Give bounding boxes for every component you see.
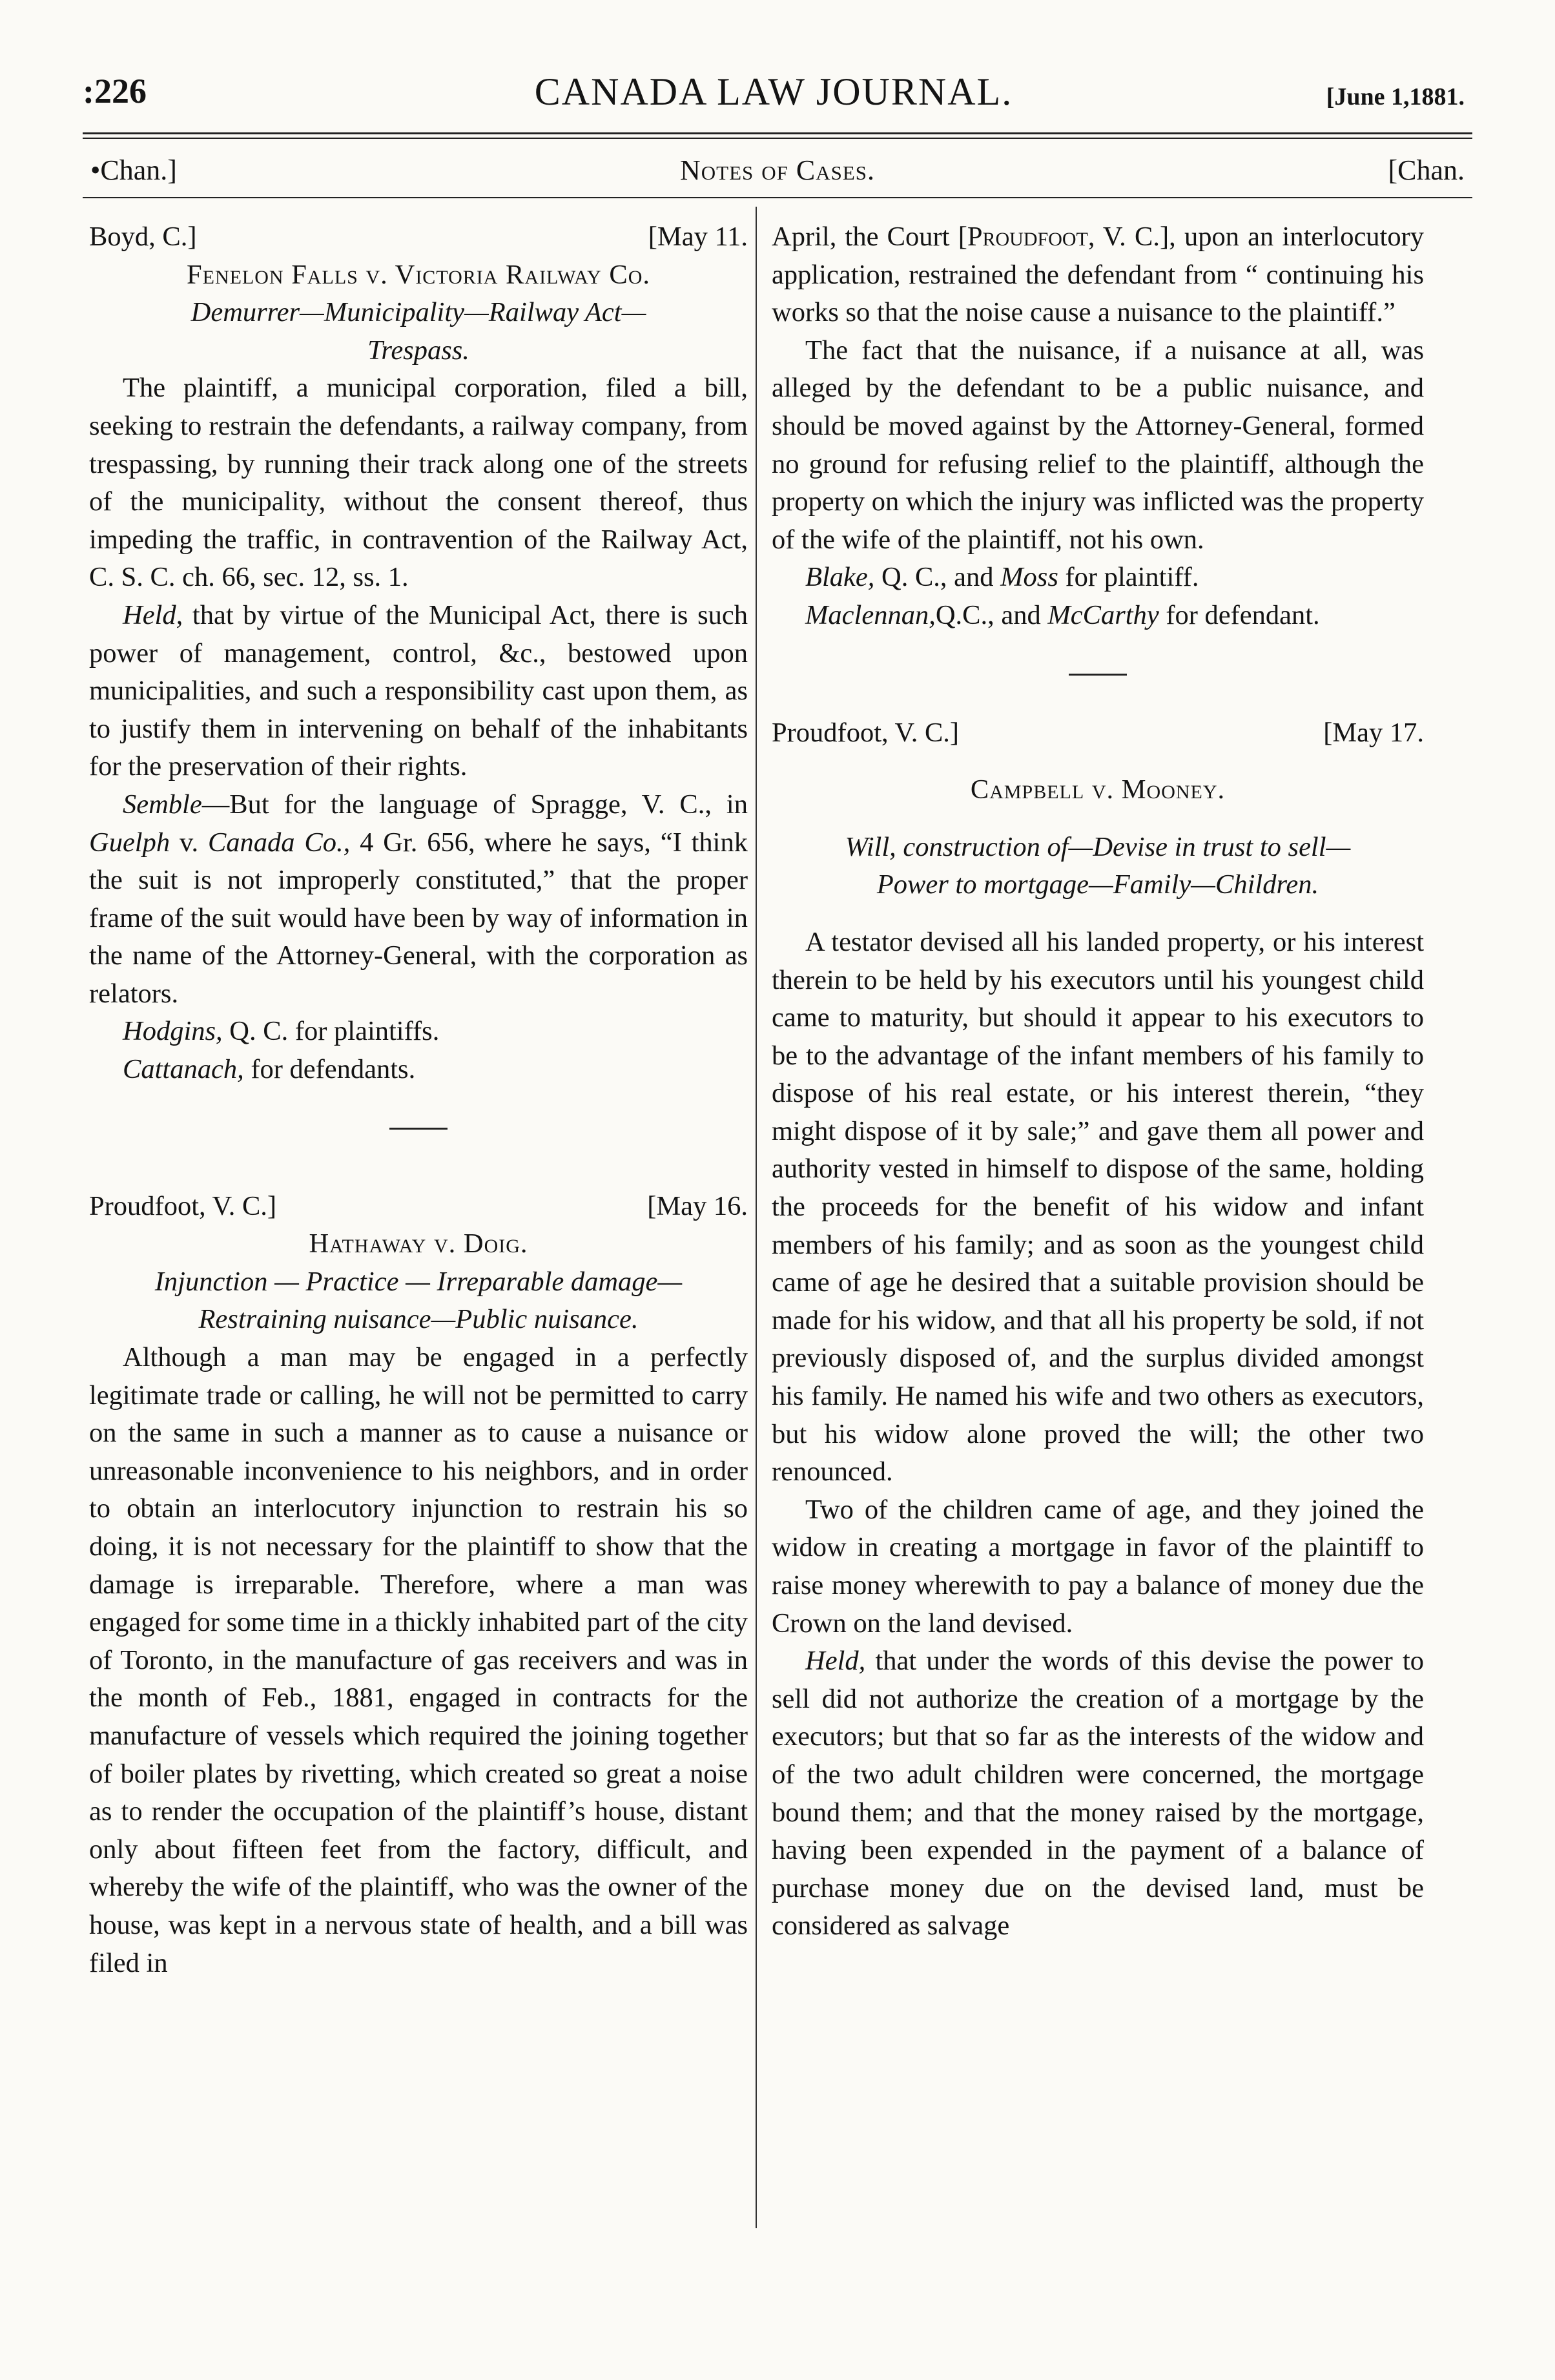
spacer (772, 904, 1424, 924)
case-subject-line: Trespass. (367, 335, 469, 366)
held-label: Held, (805, 1646, 866, 1677)
section-rule (83, 197, 1472, 198)
case-paragraph: Two of the children came of age, and they joined the widow in creating a mortgage in favor of the plaintiff to raise money wherewith to pay a balance of money due the Crown on the land devised. (772, 1494, 1424, 1639)
counsel-name: Cattanach, (123, 1054, 244, 1085)
case-title: Campbell v. Mooney. (970, 774, 1226, 805)
case-paragraph: Although a man may be engaged in a perfectly legitimate trade or calling, he will not be permitted to carry on the same in such a manner as to cause a nuisance or unreasonable inconvenience to his neighbors, and in order to obtain an interlocutory injunction to restrain his so doing, it is not necessary for the plaintiff to show that the damage is irreparable. Therefore, where a man was engaged for some time in a thickly inhabited part of the city of Toronto, in the manufacture of gas receivers and was in the month of Feb., 1881, engaged in contracts for the manufacture of vessels which required the joining together of boiler plates by rivetting, which created so great a noise as to render the occupation of the plaintiff’s house, distant only about fifteen feet from the factory, difficult, and whereby the wife of the plaintiff, who was the owner of the house, was kept in a nervous state of health, and a bill was filed in (89, 1342, 748, 1978)
case-subject (89, 294, 748, 369)
counsel-text: for defendant. (1159, 599, 1320, 630)
case-date: [May 16. (647, 1190, 748, 1221)
counsel-text: Q. C., and (874, 562, 1001, 593)
section-left: •Chan.] (90, 154, 177, 186)
held-paragraph (89, 597, 748, 786)
section-title: Notes of Cases. (679, 154, 876, 186)
counsel-line (772, 597, 1424, 635)
header-rule (83, 132, 1472, 134)
counsel-text: Q. C. for plaintiffs. (222, 1016, 440, 1047)
counsel-line (89, 1013, 748, 1051)
semble-text: 4 Gr. 656, where he says, “I think the suit is not improperly constituted,” that the proper frame of the suit would have been by way of information in the name of the Attorney-General, with the corporation as relators. (89, 827, 748, 1009)
case-subject-line: Will, construction of—Devise in trust to sell— (845, 831, 1351, 862)
case-judge: Boyd, C.] (89, 222, 197, 252)
spacer (89, 1168, 748, 1188)
running-head (83, 65, 1465, 123)
spacer (89, 1089, 748, 1128)
semble-text: v. (170, 827, 208, 858)
counsel-name: Maclennan, (805, 599, 936, 630)
case-paragraph: A testator devised all his landed property, or his interest therein to be held by his executors until his youngest child came to maturity, but should it appear to his executors to be to the advantage of the infant members of his family to dispose of his real estate, or his interest therein, “they might dispose of it by sale;” and gave them all power and authority vested in himself to dispose of the same, holding the proceeds for the benefit of his widow and infant members of his family; and as soon as the youngest child came of age he desired that a suitable provision should be made for his widow, and that all his property be sold, if not previously disposed of, and the surplus divided amongst his family. He named his wife and two others as executors, but his widow alone proved the will; the other two renounced. (772, 926, 1424, 1487)
case-title: Fenelon Falls v. Victoria Railway Co. (186, 259, 650, 290)
held-text: that under the words of this devise the power to sell did not authorize the creation of a mortgage by the executors; but that so far as the interests of the widow and of the two adult children were concerned, the mortgage bound them; and that the money raised by the mortgage, having been expended in the payment of a balance of purchase money due on the devised land, must be considered as salvage (772, 1646, 1424, 1941)
case-subject-line: Injunction — Practice — Irreparable damage— (154, 1266, 683, 1297)
semble-text: —But for the language of Spragge, V. C., in (201, 789, 748, 820)
header-rule-thin (83, 138, 1472, 139)
cited-case: Canada Co., (207, 827, 351, 858)
section-head (90, 154, 1465, 192)
judge-name: Proudfoot, V. C. (967, 222, 1160, 252)
issue-date: [June 1,1881. (1326, 83, 1465, 110)
case-subject-line: Power to mortgage—Family—Children. (876, 869, 1319, 900)
case-header (89, 1188, 748, 1226)
counsel-text: for plaintiff. (1058, 562, 1199, 593)
case-header (89, 218, 748, 256)
counsel-text: for defendants. (243, 1054, 416, 1085)
counsel-name: Blake, (805, 562, 875, 593)
left-column (89, 218, 748, 1982)
journal-title: CANADA LAW JOURNAL. (534, 70, 1013, 113)
case-subject-line: Restraining nuisance—Public nuisance. (198, 1304, 639, 1335)
case-paragraph: The plaintiff, a municipal corporation, filed a bill, seeking to restrain the defendants, a railway company, from trespassing, by running their track along one of the streets of the municipality, without the consent thereof, thus impeding the traffic, in contravention of the Railway Act, C. S. C. ch. 66, sec. 12, ss. 1. (89, 373, 748, 593)
spacer (772, 752, 1424, 771)
case-date: [May 11. (648, 222, 748, 252)
column-divider (756, 207, 757, 2228)
counsel-name: Hodgins, (123, 1016, 223, 1047)
case-subject (772, 829, 1424, 904)
cited-case: Guelph (89, 827, 170, 858)
case-judge: Proudfoot, V. C.] (89, 1190, 277, 1221)
spacer (772, 676, 1424, 714)
paragraph-text: April, the Court [ (772, 222, 967, 252)
counsel-text: Q.C., and (935, 599, 1048, 630)
held-paragraph (772, 1642, 1424, 1945)
semble-paragraph (89, 786, 748, 1013)
semble-label: Semble (123, 789, 202, 820)
section-right: [Chan. (1388, 154, 1465, 186)
counsel-line (772, 559, 1424, 597)
case-subject-line: Demurrer—Municipality—Railway Act— (191, 297, 646, 328)
right-column (772, 218, 1424, 1945)
spacer (772, 809, 1424, 829)
case-judge: Proudfoot, V. C.] (772, 717, 960, 748)
counsel-name: Moss (1000, 562, 1058, 593)
spacer (772, 635, 1424, 674)
counsel-line (89, 1051, 748, 1089)
case-title: Hathaway v. Doig. (309, 1228, 528, 1259)
spacer (89, 1130, 748, 1168)
case-subject (89, 1263, 748, 1339)
case-header (772, 714, 1424, 752)
page-number: :226 (83, 72, 147, 110)
held-label: Held, (123, 599, 183, 630)
case-date: [May 17. (1323, 717, 1424, 748)
counsel-name: McCarthy (1047, 599, 1159, 630)
held-text: that by virtue of the Municipal Act, there is such power of management, control, &c., bestowed upon municipalities, and such a responsibility cast upon them, as to justify them in intervening on behalf of the inhabitants for the preservation of their rights. (89, 599, 748, 782)
paragraph-text: ], upon an interlocutory application, restrained the defendant from “ continuing his works so that the noise cause a nuisance to the plaintiff.” (772, 222, 1425, 328)
case-paragraph (772, 218, 1424, 332)
case-paragraph: The fact that the nuisance, if a nuisance at all, was alleged by the defendant to be a public nuisance, and should be moved against by the Attorney-General, formed no ground for refusing relief to the plaintiff, although the property on which the injury was inflicted was the property of the wife of the plaintiff, not his own. (772, 335, 1424, 555)
